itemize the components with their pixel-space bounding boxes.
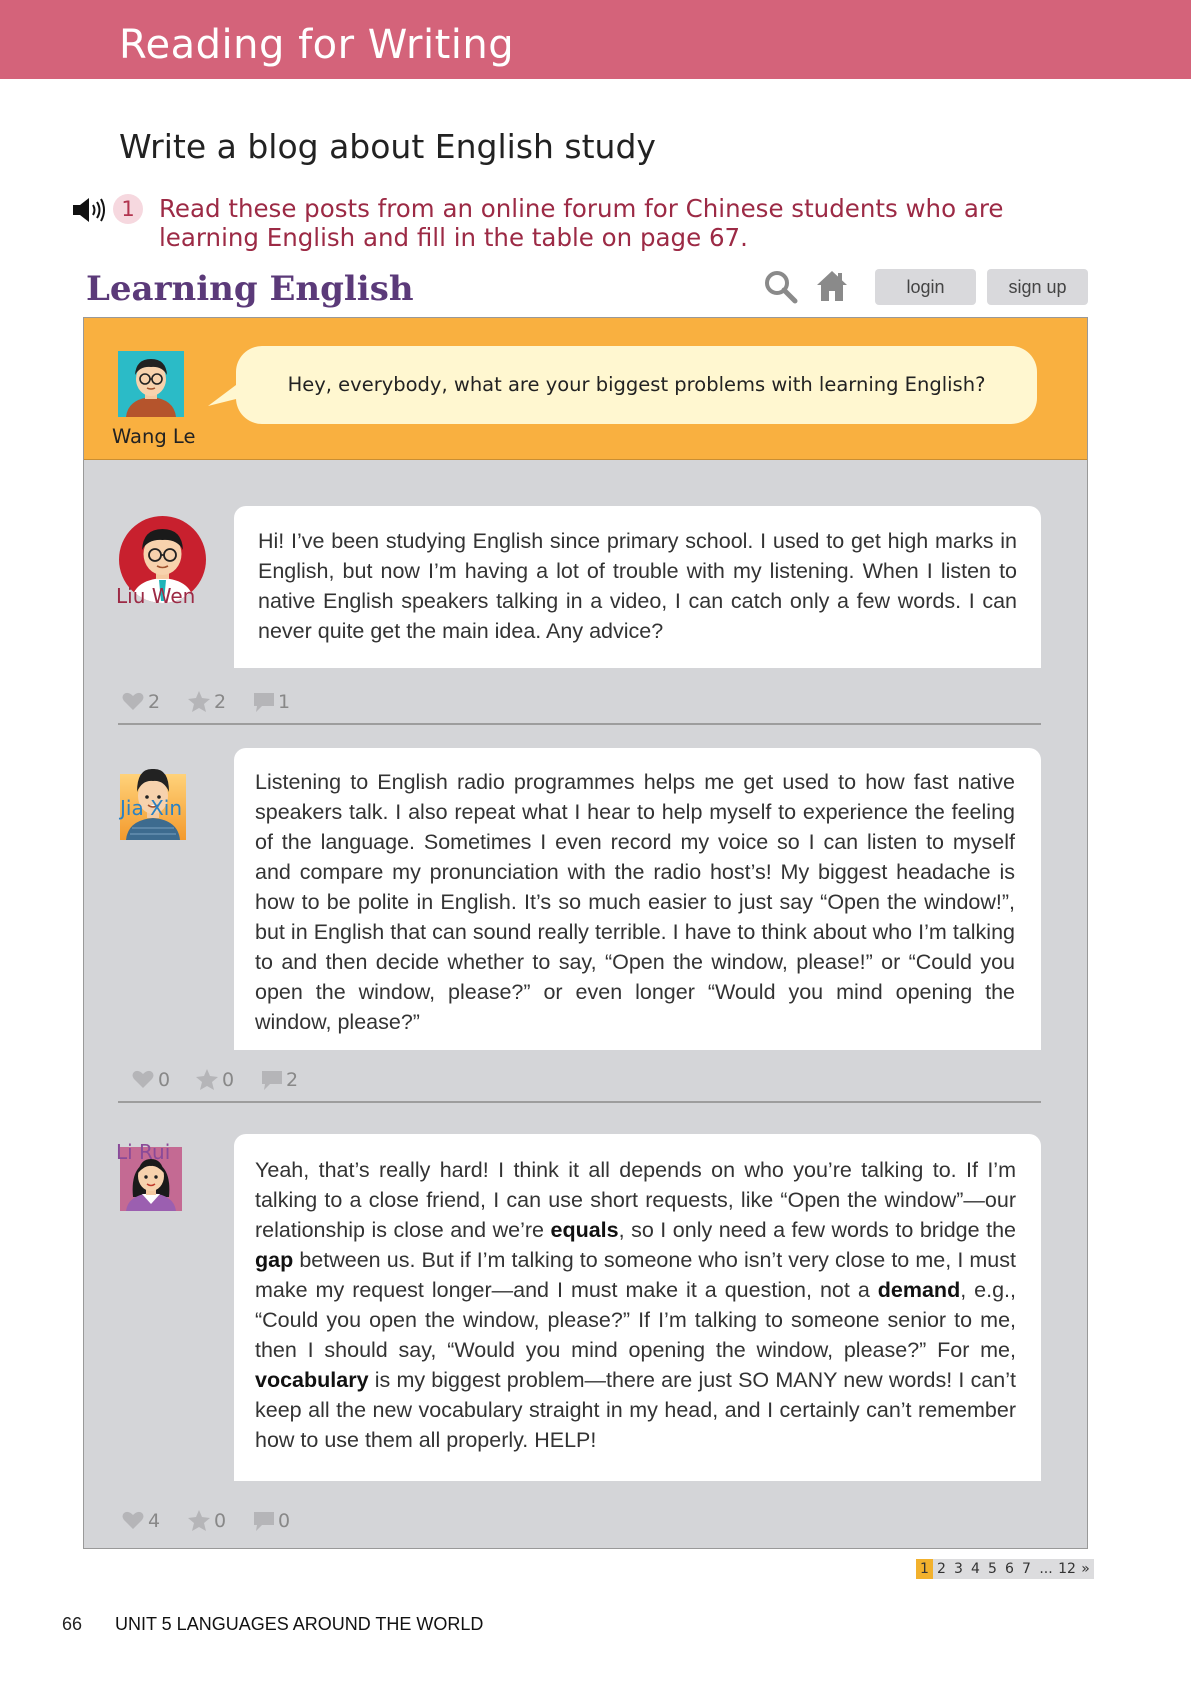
author-name: Wang Le [112,425,196,448]
signup-button[interactable]: sign up [987,269,1088,305]
comment-count[interactable]: 2 [260,1067,320,1093]
page-link[interactable]: 12 [1058,1561,1076,1577]
page-number: 66 [62,1614,83,1634]
page-link[interactable]: 6 [1001,1559,1018,1579]
vocabulary-word: demand [877,1278,961,1302]
post-stats [132,1067,392,1093]
post-text-segment: Yeah, that’s really hard! I think it all depends on who you’re talking to. If I’m talking to a close friend, I can use short requests, like “Open the window”—our relationship is close and we’re [255,1158,1016,1242]
post-text-segment: Listening to English radio programmes helps me get used to how fast native speakers talk. I also repeat what I hear to help myself to experience the feeling of the language. Sometimes I even record my voice so I can listen to myself and compare my pronunciation with the radio host’s! My biggest headache is how to be polite in English. It’s so much easier to just say “Open the window!”, but in English that can sound really terrible. I have to think about who I’m talking to and then decide whether to say, “Open the window, please!” or “Could you open the window, please?” or even longer “Would you mind opening the window, please?” [255,770,1015,1034]
heart-icon [122,1510,144,1530]
star-icon [188,691,210,712]
unit-title: UNIT 5 LANGUAGES AROUND THE WORLD [115,1614,484,1634]
like-count[interactable]: 0 [132,1067,192,1093]
vocabulary-word: equals [550,1218,619,1242]
author-name: Liu Wen [116,584,196,608]
like-count[interactable]: 4 [122,1508,182,1534]
search-icon[interactable] [764,270,798,304]
page-link[interactable]: 1 [916,1559,933,1579]
post-text-segment: is my biggest problem—there are just SO MANY new words! I can’t keep all the new vocabulary straight in my head, and I certainly can’t remember how to use them all properly. HELP! [255,1368,1016,1452]
top-banner [0,0,1191,79]
post-stats [122,689,382,715]
post-text-segment: , e.g., “Could you open the window, please?” If I’m talking to someone senior to me, then I should say, “Would you mind opening the window, please?” For me, [255,1278,1016,1362]
post-text [258,526,1017,646]
login-button[interactable]: login [875,269,976,305]
speech-bubble [236,346,1037,424]
star-icon [188,1510,210,1531]
comment-count[interactable]: 0 [252,1508,312,1534]
page-link[interactable]: 3 [950,1559,967,1579]
post-stats [122,1508,382,1534]
page-link[interactable]: 2 [933,1559,950,1579]
avatar [118,351,184,417]
comment-icon [252,1510,276,1532]
opening-post [84,318,1087,460]
next-page-button[interactable]: » [1077,1559,1094,1579]
post-text-segment: Hi! I’ve been studying English since primary school. I used to get high marks in English, but now I’m having a lot of trouble with my listening. When I listen to native English speakers talking in a video, I can catch only a few words. I can never quite get the main idea. Any advice? [258,529,1017,643]
site-title: Learning English [86,269,414,309]
speaker-icon[interactable] [73,196,107,224]
post-text [255,767,1015,1037]
comment-count[interactable]: 1 [252,689,312,715]
post-body [234,506,1041,668]
vocabulary-word: vocabulary [255,1368,369,1392]
favorite-count[interactable]: 2 [188,689,248,715]
post-text [255,1155,1016,1455]
favorite-count[interactable]: 0 [196,1067,256,1093]
post-body [234,748,1041,1050]
opening-post-text: Hey, everybody, what are your biggest problems with learning English? [287,373,986,396]
post-body [234,1134,1041,1481]
post-text-segment: , so I only need a few words to bridge the [618,1218,1016,1242]
comment-icon [252,691,276,713]
page-link[interactable]: 7 [1018,1559,1035,1579]
pagination [916,1559,1090,1579]
author-name: Jia Xin [120,796,183,820]
page-link[interactable]: 4 [967,1559,984,1579]
forum-panel [83,317,1088,1549]
page-link[interactable]: ... [1035,1559,1057,1579]
favorite-count[interactable]: 0 [188,1508,248,1534]
post-text-segment: between us. But if I’m talking to someone who isn’t very close to me, I must make my request longer—and I must make it a question, not a [255,1248,1016,1302]
task-number: 1 [113,194,143,224]
home-icon[interactable] [816,270,848,302]
star-icon [196,1069,218,1090]
heart-icon [132,1069,154,1089]
like-count[interactable]: 2 [122,689,182,715]
divider [118,723,1041,725]
divider [118,1101,1041,1103]
author-name: Li Rui [116,1140,171,1164]
vocabulary-word: gap [255,1248,294,1272]
task-text: Read these posts from an online forum for Chinese students who are learning English and fill in the table on page 67. [159,194,1004,252]
page-subtitle: Write a blog about English study [119,127,656,166]
heart-icon [122,691,144,711]
comment-icon [260,1069,284,1091]
page-link[interactable]: 5 [984,1559,1001,1579]
section-title: Reading for Writing [119,22,515,68]
